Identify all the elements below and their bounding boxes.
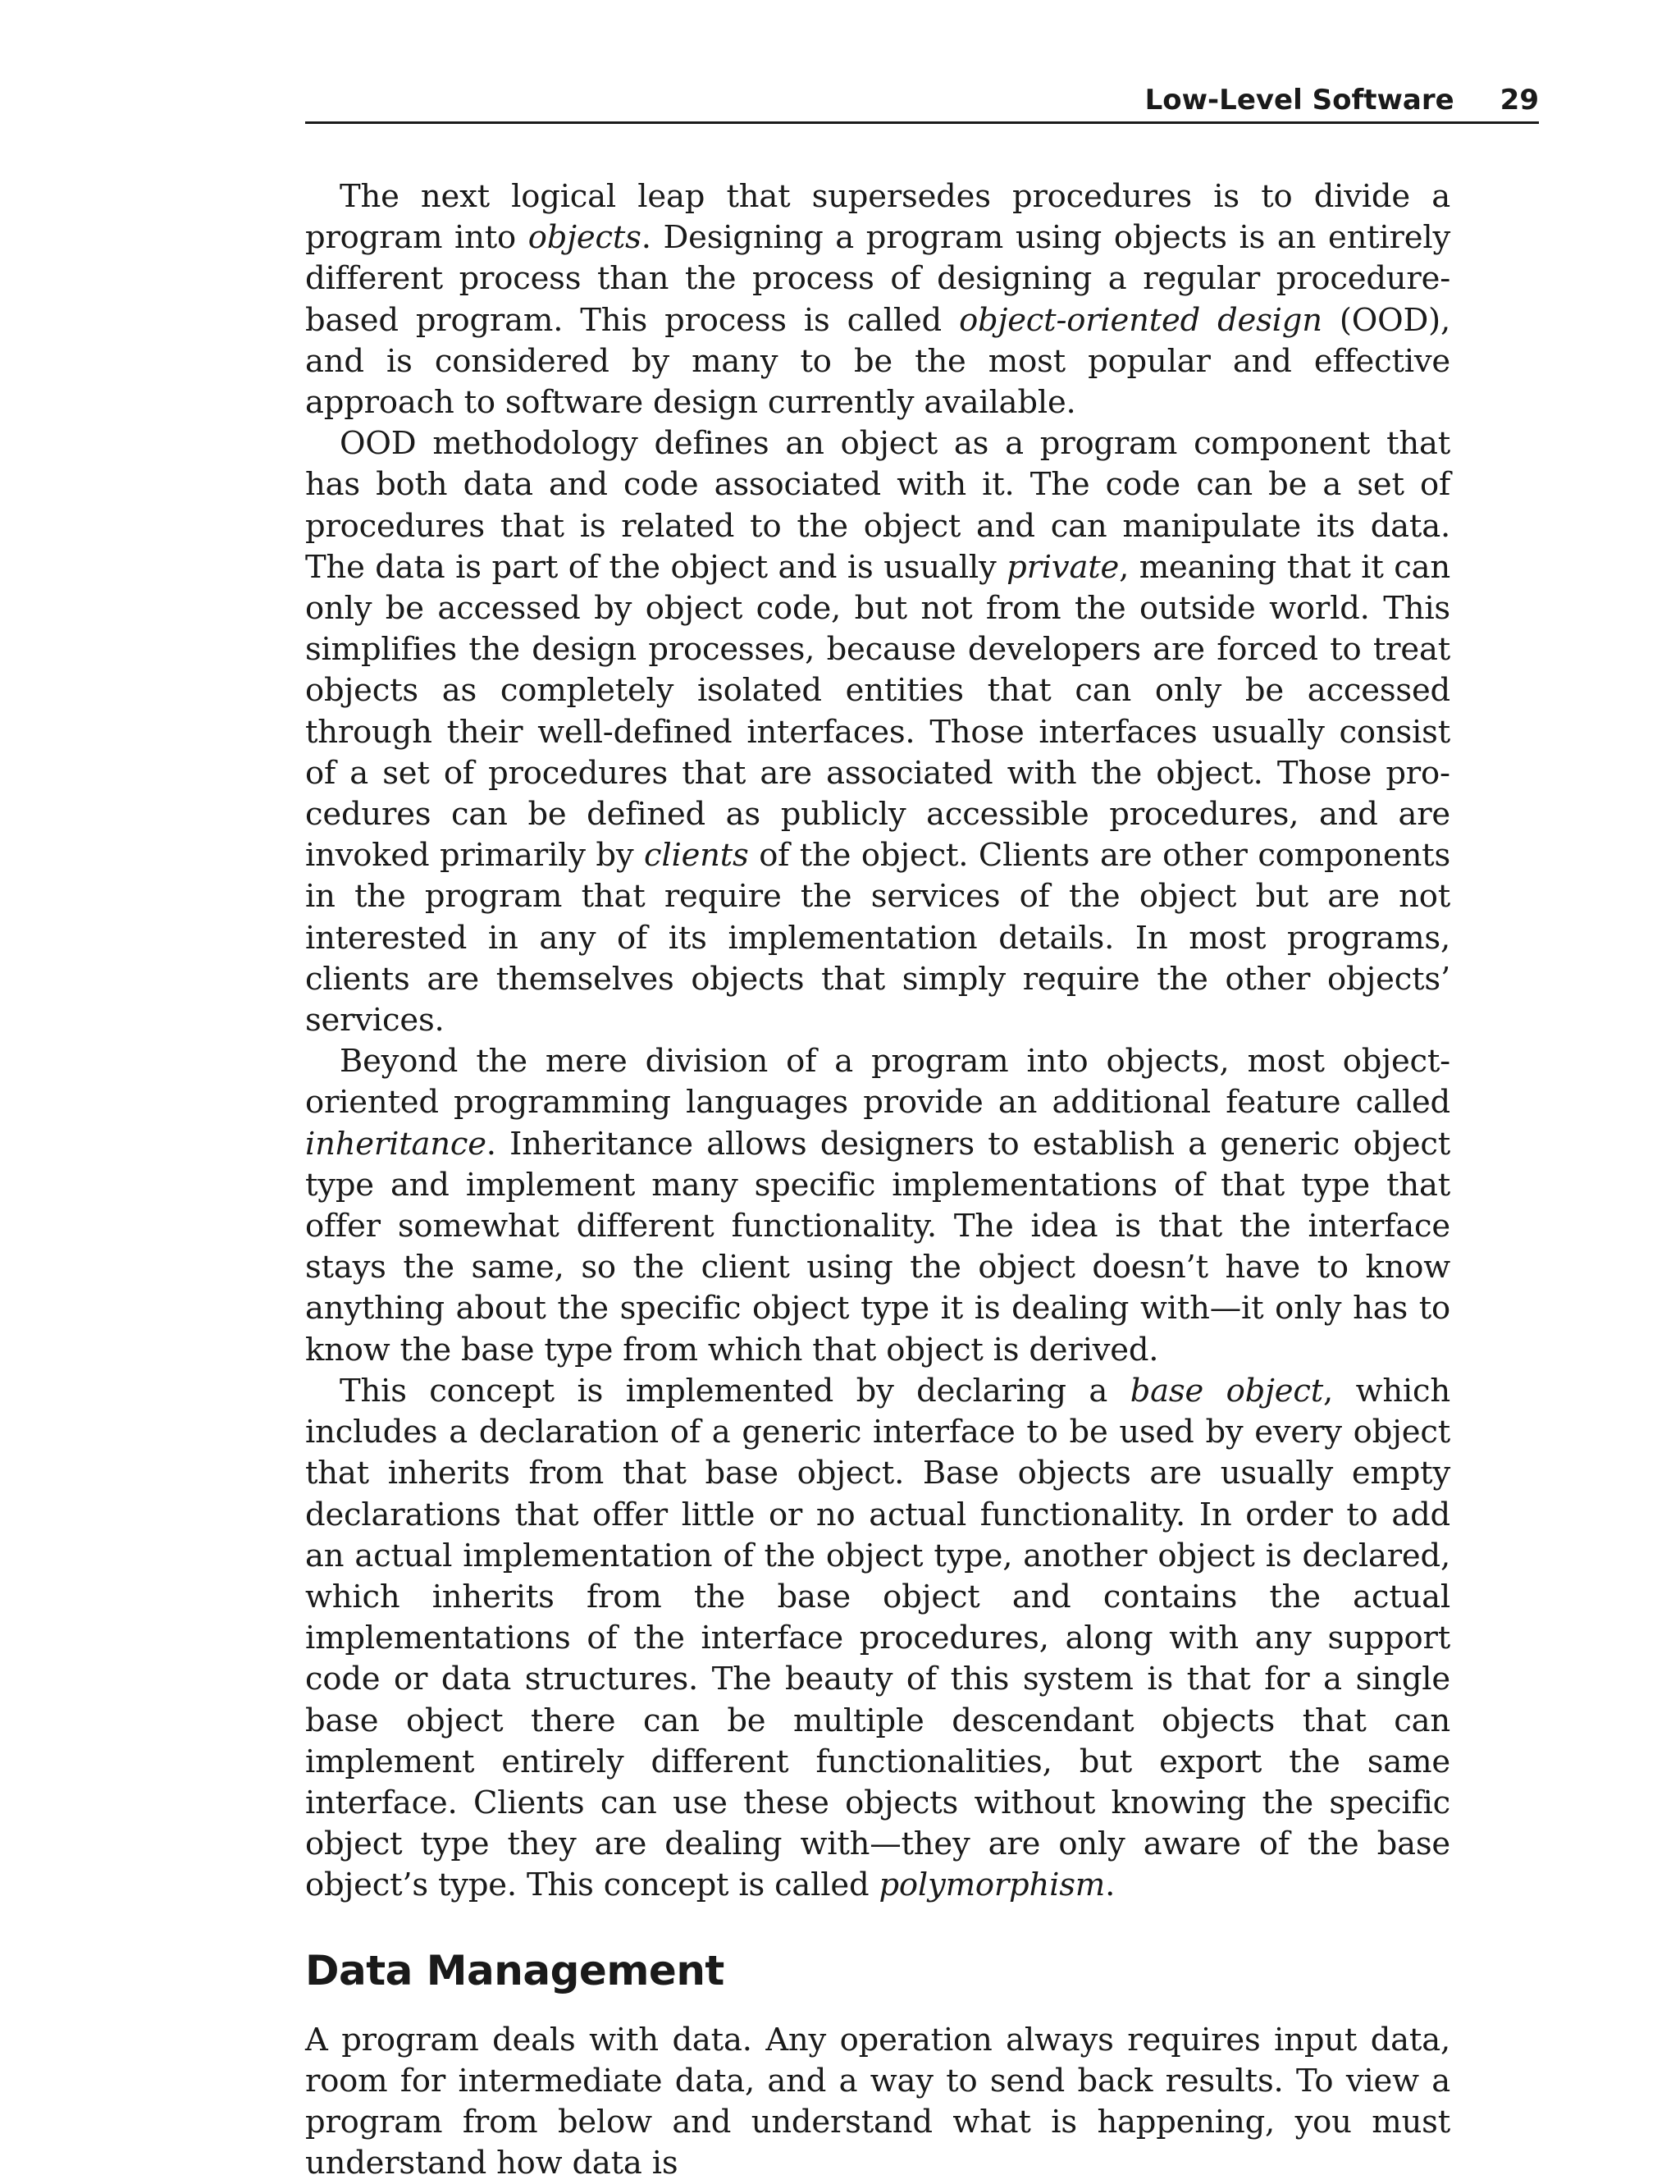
text-run: OOD methodology defines an object as a program component that has both data and code associated with it. The code can be a set of procedures that is related to the object and can manipulate its data. The data is part of the object and is usually xyxy=(305,425,1450,586)
text-run: The next logical leap that supersedes procedures is to divide a program into xyxy=(305,178,1450,257)
text-run: , which includes a declaration of a generic interface to be used by every object that inherits from that base object. Base objects are usually empty declarations that offer little or no actual functionality. In order to add an actual implementation of the object type, another object is declared, which inherits from the base object and contains the actual implementations of the interface procedures, along with any support code or data structures. The beauty of this system is that for a single base object there can be multiple descendant objects that can implement entirely different functionalities, but export the same interface. Clients can use these objects without knowing the specific object type they are dealing with—they are only aware of the base object’s type. This concept is called xyxy=(305,1372,1451,1904)
paragraph-inheritance xyxy=(305,1041,1450,1371)
running-header xyxy=(305,79,1539,124)
italic-term: inheritance xyxy=(305,1125,486,1163)
text-run: . Inheritance allows designers to establish a generic object type and implement many specific implementations of that type that offer somewhat different functionality. The idea is that the interface stays the same, so the client using the object doesn’t have to know anything about the specific object type it is dealing with—it only has to know the base type from which that object is derived. xyxy=(305,1125,1450,1368)
italic-term: objects xyxy=(527,219,641,257)
text-run: . xyxy=(1105,1866,1116,1904)
page-body xyxy=(305,176,1450,2184)
italic-term: base object xyxy=(1130,1372,1323,1410)
italic-term: object-oriented design xyxy=(959,301,1322,339)
paragraph-base-object xyxy=(305,1371,1450,1907)
italic-term: clients xyxy=(643,837,749,875)
page-number: 29 xyxy=(1500,84,1539,117)
section-heading: Data Management xyxy=(305,1946,724,1994)
text-run: Beyond the mere division of a program into objects, most object-oriented programming languages provide an additional feature called xyxy=(305,1043,1450,1122)
paragraph-objects xyxy=(305,176,1450,423)
running-title: Low-Level Software xyxy=(1144,84,1454,117)
paragraph-ood-methodology xyxy=(305,423,1450,1041)
italic-term: polymorphism xyxy=(879,1866,1106,1904)
italic-term: private xyxy=(1007,548,1120,586)
text-run: of the object. Clients are other components in the program that require the services of the object but are not interested in any of its implementation details. In most programs, clients are themselves objects that simply require the other objects’ services. xyxy=(305,837,1450,1039)
text-run: This concept is implemented by declaring a xyxy=(340,1372,1130,1410)
text-run: (OOD), and is considered by many to be the most popular and effective approach to software design currently available. xyxy=(305,301,1450,422)
text-run: . Designing a program using objects is an entirely different process than the process of designing a regular procedure-based program. This process is called xyxy=(305,219,1450,339)
text-run: , meaning that it can only be accessed by object code, but not from the outside world. This simplifies the design processes, because developers are forced to treat objects as completely isolated entities that can only be accessed through their well-defined interfaces. Those interfaces usually consist of a set of procedures that are associated with the object. Those procedures can be defined as publicly accessible procedures, and are invoked primarily by xyxy=(305,548,1451,875)
paragraph-data-management: A program deals with data. Any operation always requires input data, room for intermediate data, and a way to send back results. To view a program from below and understand what is happening, you must understand how data is xyxy=(305,2021,1450,2182)
